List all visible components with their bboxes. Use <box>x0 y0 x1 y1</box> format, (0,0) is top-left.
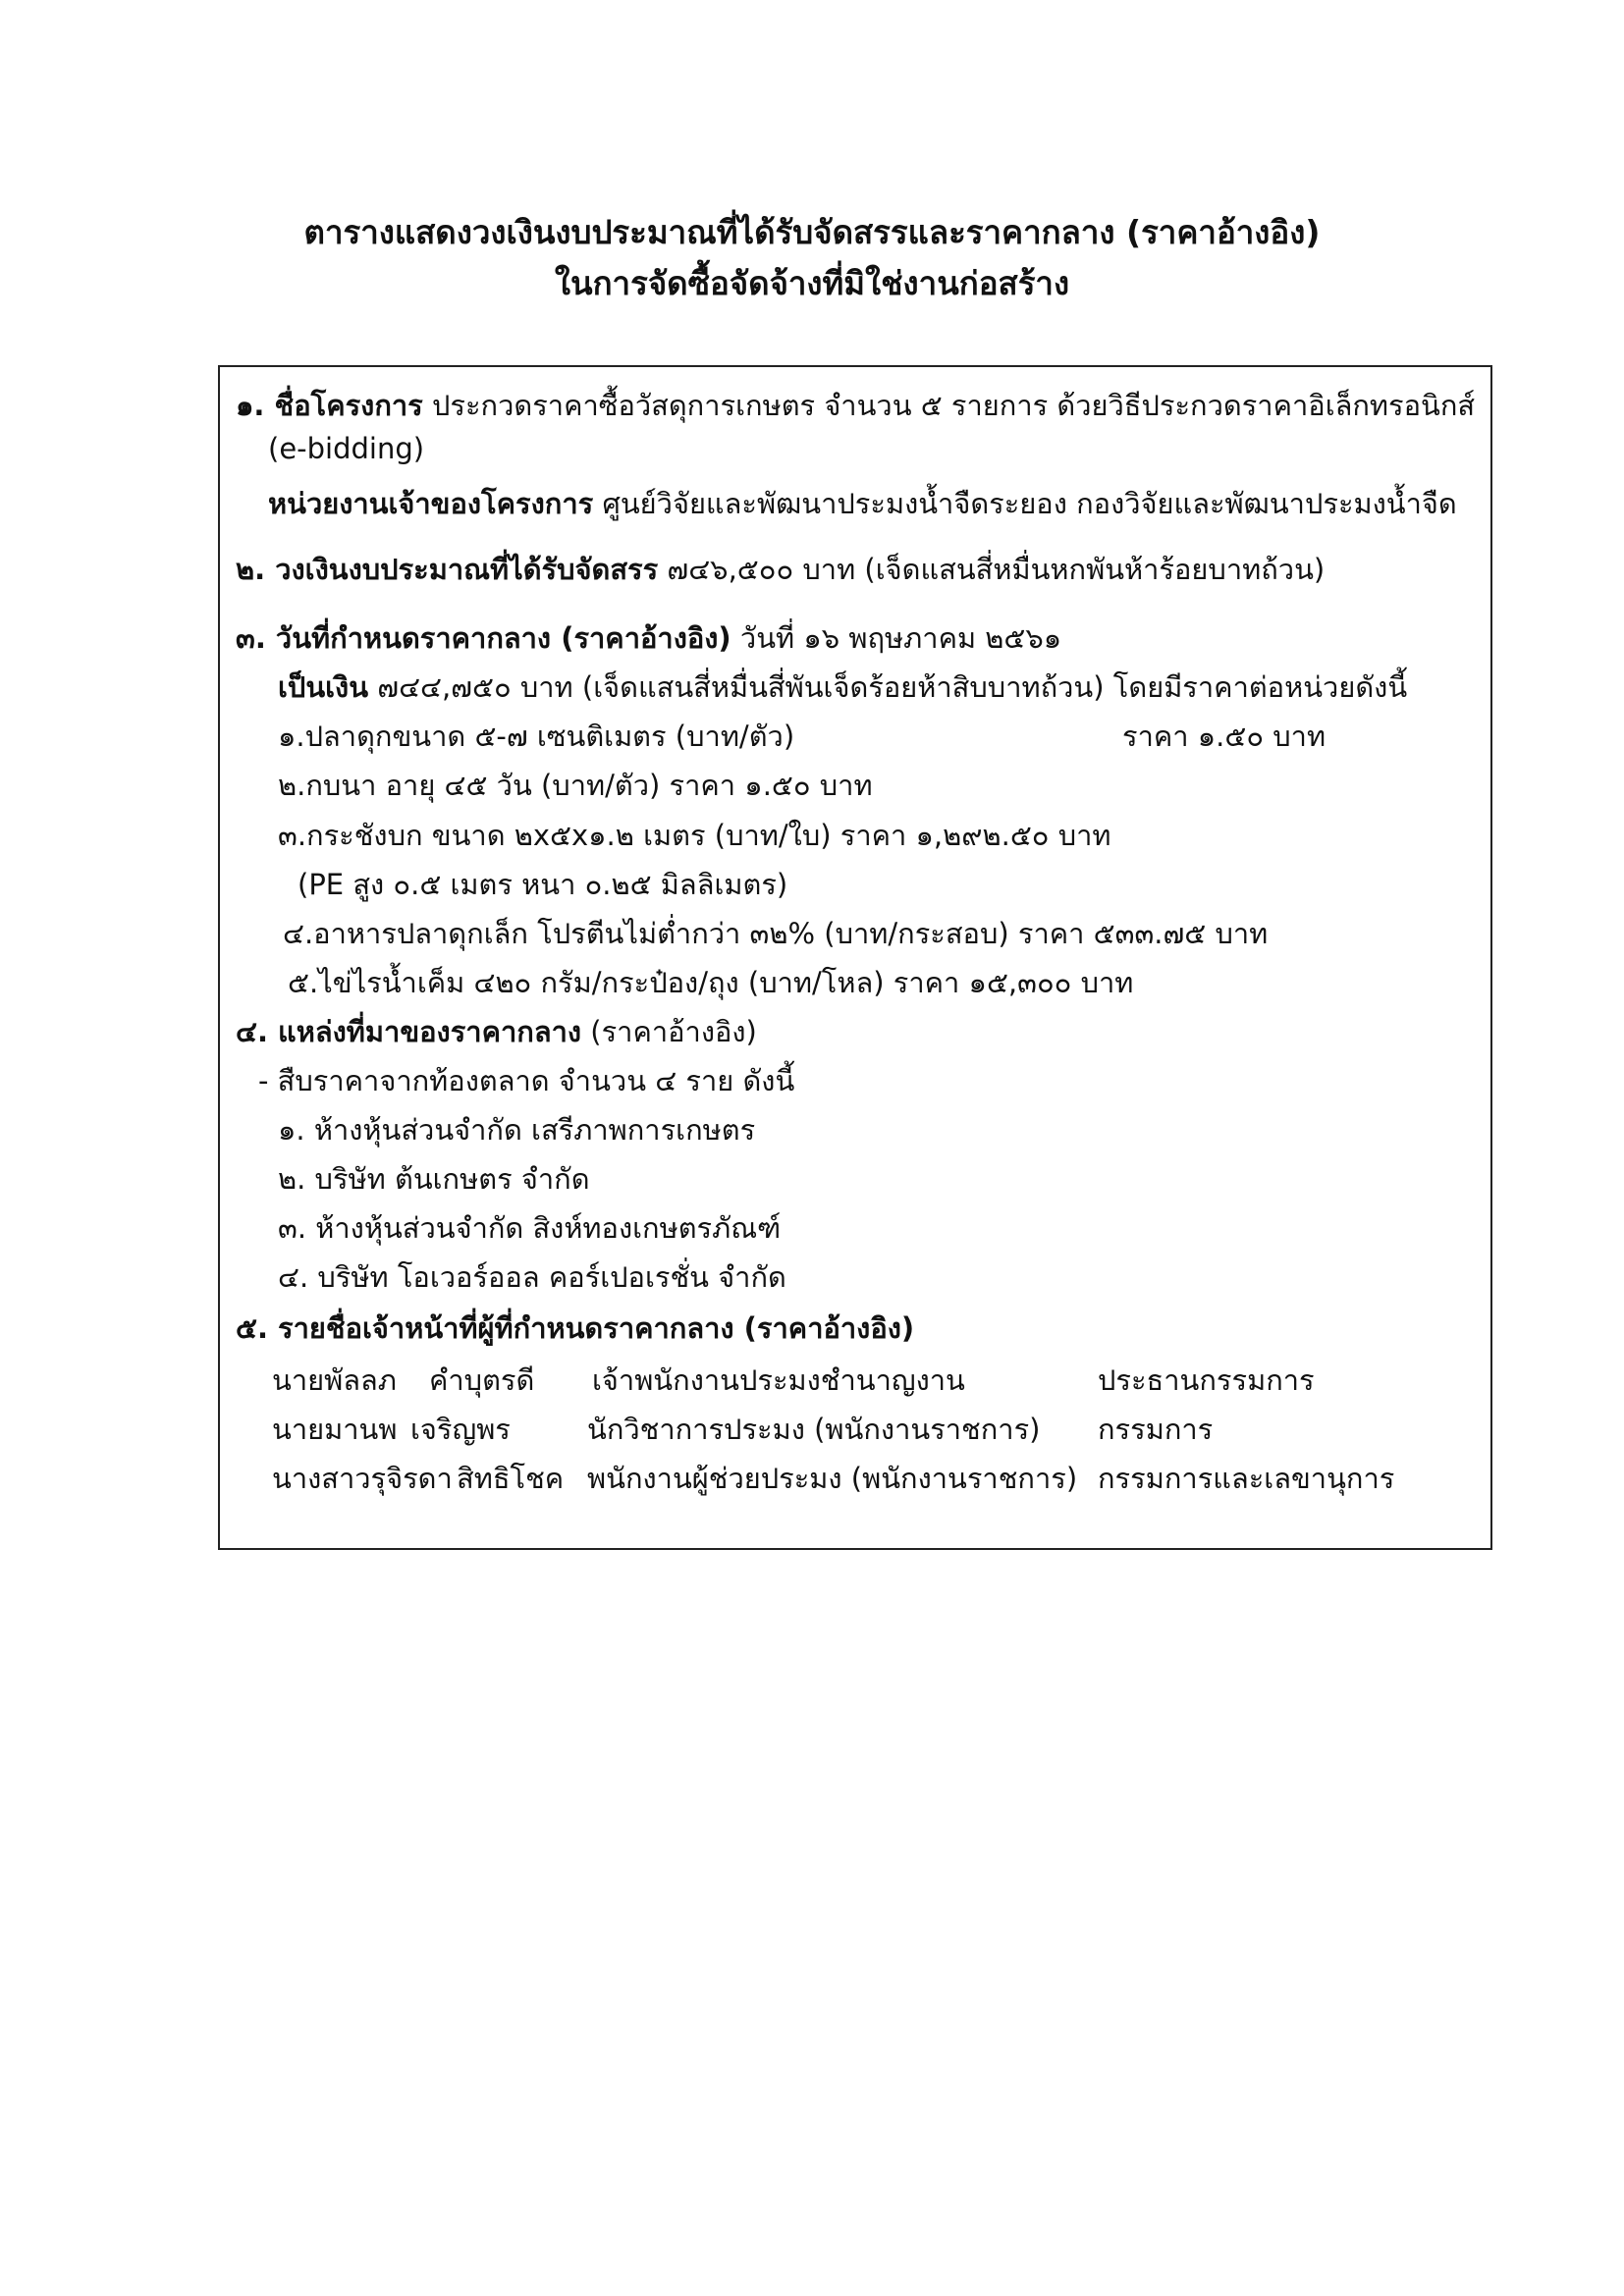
section-1-label: ๑. ชื่อโครงการ <box>236 389 423 422</box>
section-2-text: ๗๔๖,๕๐๐ บาท (เจ็ดแสนสี่หมื่นหกพันห้าร้อยบาทถ้วน) <box>667 553 1326 586</box>
unit-price-item-3-note: (PE สูง ๐.๕ เมตร หนา ๐.๒๕ มิลลิเมตร) <box>298 868 788 901</box>
unit-price-item-1: ๑.ปลาดุกขนาด ๕-๗ เซนติเมตร (บาท/ตัว) <box>278 720 795 753</box>
source-item: ๑. ห้างหุ้นส่วนจำกัด เสรีภาพการเกษตร <box>278 1113 756 1147</box>
section-4-label: ๔. แหล่งที่มาของราคากลาง <box>236 1015 582 1048</box>
member-first-name: นายพัลลภ <box>272 1363 397 1397</box>
section-4-line <box>236 1009 757 1054</box>
member-position: เจ้าพนักงานประมงชำนาญงาน <box>592 1363 965 1397</box>
member-position: นักวิชาการประมง (พนักงานราชการ) <box>587 1413 1041 1446</box>
page-title-line-2: ในการจัดซื้อจัดจ้างที่มิใช่งานก่อสร้าง <box>554 264 1070 302</box>
member-first-name: นายมานพ <box>272 1413 398 1446</box>
unit-price-item-4: ๔.อาหารปลาดุกเล็ก โปรตีนไม่ต่ำกว่า ๓๒% (บาท/กระสอบ) ราคา ๕๓๓.๗๕ บาท <box>283 917 1269 950</box>
amount-text: ๗๔๔,๗๕๐ บาท (เจ็ดแสนสี่หมื่นสี่พันเจ็ดร้อยห้าสิบบาทถ้วน) โดยมีราคาต่อหน่วยดังนี้ <box>377 670 1408 704</box>
source-item: ๔. บริษัท โอเวอร์ออล คอร์เปอเรชั่น จำกัด <box>278 1260 786 1294</box>
unit-price-item-3: ๓.กระชังบก ขนาด ๒x๕x๑.๒ เมตร (บาท/ใบ) ราคา ๑,๒๙๒.๕๐ บาท <box>278 819 1111 852</box>
section-5-label: ๕. รายชื่อเจ้าหน้าที่ผู้ที่กำหนดราคากลาง (ราคาอ้างอิง) <box>236 1311 915 1345</box>
unit-price-item-2: ๒.กบนา อายุ ๔๕ วัน (บาท/ตัว) ราคา ๑.๕๐ บาท <box>278 769 873 802</box>
section-1-owner-line <box>268 481 1457 526</box>
member-last-name: คำบุตรดี <box>429 1363 535 1397</box>
section-1-line <box>236 383 1475 428</box>
member-role: กรรมการและเลขานุการ <box>1098 1462 1395 1495</box>
section-1-text-cont: (e-bidding) <box>268 432 425 465</box>
member-role: ประธานกรรมการ <box>1098 1363 1315 1397</box>
unit-price-item-1-price: ราคา ๑.๕๐ บาท <box>1122 720 1326 753</box>
owner-name: ศูนย์วิจัยและพัฒนาประมงน้ำจืดระยอง กองวิจัยและพัฒนาประมงน้ำจืด <box>602 487 1457 520</box>
source-item: ๓. ห้างหุ้นส่วนจำกัด สิงห์ทองเกษตรภัณฑ์ <box>278 1211 782 1245</box>
section-4-intro: - สืบราคาจากท้องตลาด จำนวน ๔ ราย ดังนี้ <box>258 1064 795 1097</box>
member-position: พนักงานผู้ช่วยประมง (พนักงานราชการ) <box>587 1462 1078 1495</box>
member-last-name: สิทธิโชค <box>457 1462 565 1495</box>
section-3-date: วันที่ ๑๖ พฤษภาคม ๒๕๖๑ <box>739 621 1062 655</box>
member-last-name: เจริญพร <box>410 1413 511 1446</box>
section-3-amount-line <box>278 665 1407 710</box>
section-3-line <box>236 615 1061 661</box>
section-2-line <box>236 547 1325 592</box>
owner-label: หน่วยงานเจ้าของโครงการ <box>268 487 594 520</box>
amount-label: เป็นเงิน <box>278 670 369 704</box>
member-first-name: นางสาวรุจิรดา <box>272 1462 453 1495</box>
section-4-label-suffix: (ราคาอ้างอิง) <box>590 1015 757 1048</box>
member-role: กรรมการ <box>1098 1413 1214 1446</box>
page-title-line-1: ตารางแสดงวงเงินงบประมาณที่ได้รับจัดสรรและราคากลาง (ราคาอ้างอิง) <box>303 213 1321 251</box>
unit-price-item-5: ๕.ไข่ไรน้ำเค็ม ๔๒๐ กรัม/กระป๋อง/ถุง (บาท/โหล) ราคา ๑๕,๓๐๐ บาท <box>288 966 1134 999</box>
section-3-label: ๓. วันที่กำหนดราคากลาง (ราคาอ้างอิง) <box>236 621 731 655</box>
section-1-text: ประกวดราคาซื้อวัสดุการเกษตร จำนวน ๕ รายการ ด้วยวิธีประกวดราคาอิเล็กทรอนิกส์ <box>431 389 1476 422</box>
section-2-label: ๒. วงเงินงบประมาณที่ได้รับจัดสรร <box>236 553 659 586</box>
source-item: ๒. บริษัท ต้นเกษตร จำกัด <box>278 1162 590 1196</box>
